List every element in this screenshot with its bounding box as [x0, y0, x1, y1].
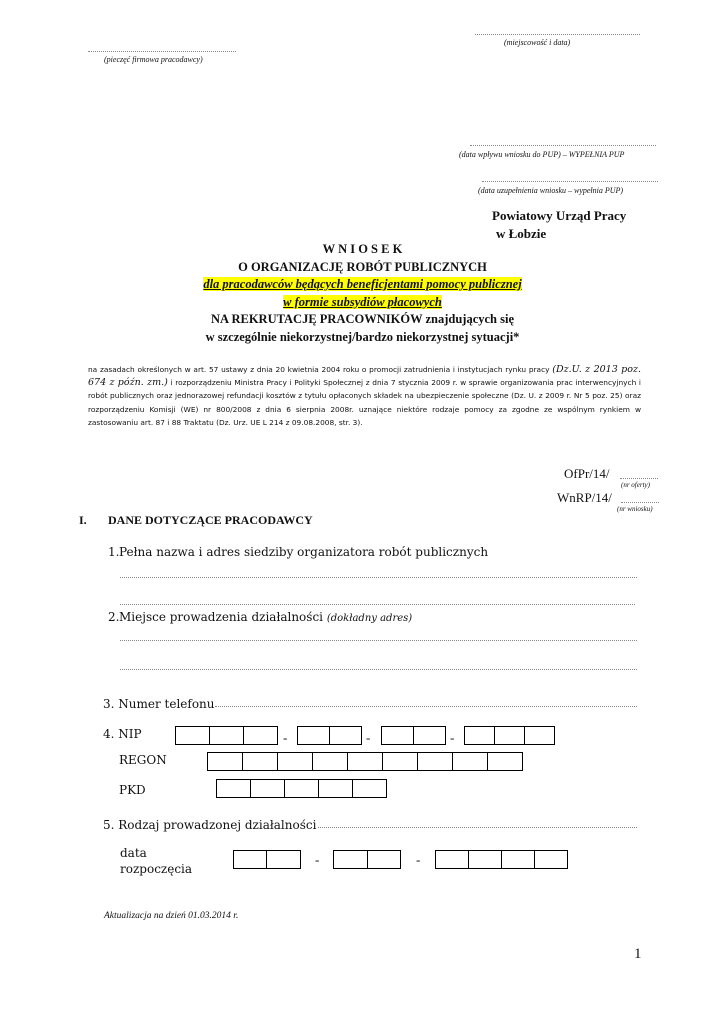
title-recruitment: NA REKRUTACJĘ PRACOWNIKÓW znajdujących się: [210, 312, 515, 326]
place-date-label: (miejscowość i data): [504, 38, 571, 47]
q5-label: 5. Rodzaj prowadzonej działalności: [103, 818, 317, 832]
date-separator: -: [315, 852, 320, 867]
pkd-digit-box[interactable]: [352, 779, 387, 798]
start-date-label-1: data: [120, 846, 147, 860]
pkd-boxes[interactable]: [217, 779, 387, 798]
legal-text-3: i rozporządzeniu Ministra Pracy i Polityki Społecznej z dnia 7 stycznia 2009 r. w sprawie organizowania prac interwencyjnych i robót publicznych oraz jednorazowej refundacji kosztów z tytułu opłaconych składek na ubezpieczenie społeczne (Dz. U. z 2009 r. Nr 5 poz. 25) oraz rozporządzeniu Komisji (WE) nr 800/2008 z dnia 6 sierpnia 2008r. uznające niektóre rodzaje pomocy za zgodne ze wspólnym rynkiem w zastosowaniu art. 87 i 88 Traktatu (Dz. Urz. UE L 214 z 09.08.2008, str. 3).: [88, 378, 641, 427]
q2-field-line-1[interactable]: [120, 640, 637, 641]
section-number: I.: [79, 513, 87, 527]
date-digit-box[interactable]: [233, 850, 267, 869]
nip-digit-box[interactable]: [209, 726, 244, 745]
title-beneficiaries: dla pracodawców będących beneficjentami pomocy publicznej: [203, 277, 522, 291]
nip-label: 4. NIP: [103, 727, 142, 741]
nip-digit-box[interactable]: [413, 726, 446, 745]
regon-digit-box[interactable]: [347, 752, 383, 771]
place-date-line: [475, 34, 640, 35]
start-month-boxes[interactable]: [334, 850, 401, 869]
completed-date-line: [482, 181, 658, 182]
nip-group-3[interactable]: [382, 726, 446, 745]
legal-text-2: (Dz.U. z 2013 poz. 674 z późn. zm.): [88, 364, 641, 389]
activity-field[interactable]: [318, 827, 637, 828]
page-number: 1: [634, 946, 642, 962]
date-digit-box[interactable]: [435, 850, 469, 869]
stamp-line: [88, 51, 236, 52]
title-wniosek: W N I O S E K: [322, 242, 403, 256]
date-digit-box[interactable]: [266, 850, 301, 869]
application-number-note: (nr wniosku): [617, 505, 653, 513]
section-title: DANE DOTYCZĄCE PRACODAWCY: [108, 513, 313, 527]
title-subject: O ORGANIZACJĘ ROBÓT PUBLICZNYCH: [238, 259, 487, 274]
nip-separator: -: [450, 730, 455, 745]
regon-digit-box[interactable]: [382, 752, 418, 771]
offer-number-field[interactable]: [620, 478, 658, 479]
nip-separator: -: [283, 730, 288, 745]
title-situation: w szczególnie niekorzystnej/bardzo niekorzystnej sytuacji*: [205, 329, 520, 344]
pkd-digit-box[interactable]: [318, 779, 353, 798]
q2-number: 2.: [108, 610, 120, 624]
phone-field[interactable]: [215, 706, 637, 707]
date-separator: -: [416, 852, 421, 867]
nip-group-1[interactable]: [176, 726, 278, 745]
update-note: Aktualizacja na dzień 01.03.2014 r.: [104, 911, 239, 921]
q2-label: [119, 610, 412, 624]
date-digit-box[interactable]: [367, 850, 401, 869]
regon-digit-box[interactable]: [312, 752, 348, 771]
q2-note: (dokładny adres): [326, 613, 413, 624]
q1-label: Pełna nazwa i adres siedziby organizatora robót publicznych: [119, 545, 489, 559]
nip-group-4[interactable]: [465, 726, 555, 745]
nip-digit-box[interactable]: [494, 726, 525, 745]
date-digit-box[interactable]: [333, 850, 368, 869]
start-date-label-2: rozpoczęcia: [120, 862, 193, 876]
title-subsidy: w formie subsydiów płacowych: [283, 294, 442, 309]
office-city: w Łobzie: [496, 226, 547, 241]
date-digit-box[interactable]: [468, 850, 502, 869]
nip-digit-box[interactable]: [524, 726, 555, 745]
regon-digit-box[interactable]: [277, 752, 313, 771]
regon-label: REGON: [119, 753, 167, 767]
date-digit-box[interactable]: [501, 850, 535, 869]
completed-date-label: (data uzupełnienia wniosku – wypełnia PUP): [478, 186, 624, 195]
title-block: [0, 241, 725, 346]
nip-digit-box[interactable]: [329, 726, 362, 745]
nip-digit-box[interactable]: [464, 726, 495, 745]
regon-digit-box[interactable]: [487, 752, 523, 771]
start-year-boxes[interactable]: [436, 850, 568, 869]
nip-group-2[interactable]: [298, 726, 362, 745]
pkd-digit-box[interactable]: [250, 779, 285, 798]
nip-separator: -: [366, 730, 371, 745]
legal-basis: [88, 363, 641, 429]
nip-digit-box[interactable]: [297, 726, 330, 745]
q2-label-text: Miejsce prowadzenia działalności: [119, 610, 323, 624]
pkd-digit-box[interactable]: [284, 779, 319, 798]
q1-field-line-2[interactable]: [120, 604, 635, 605]
regon-digit-box[interactable]: [417, 752, 453, 771]
nip-digit-box[interactable]: [175, 726, 210, 745]
pkd-digit-box[interactable]: [216, 779, 251, 798]
q2-field-line-2[interactable]: [120, 669, 637, 670]
received-date-line: [470, 145, 656, 146]
q1-number: 1.: [108, 545, 120, 559]
q3-label: 3. Numer telefonu: [103, 697, 215, 711]
offer-number-label: OfPr/14/: [564, 466, 610, 481]
regon-digit-box[interactable]: [242, 752, 278, 771]
application-number-field[interactable]: [621, 502, 659, 503]
nip-digit-box[interactable]: [381, 726, 414, 745]
q1-field-line-1[interactable]: [120, 577, 637, 578]
regon-digit-box[interactable]: [452, 752, 488, 771]
pkd-label: PKD: [119, 783, 146, 797]
legal-text-1: na zasadach określonych w art. 57 ustawy z dnia 20 kwietnia 2004 roku o promocji zatrudnienia i instytucjach rynku pracy: [88, 365, 553, 374]
application-number-label: WnRP/14/: [557, 490, 612, 505]
offer-number-note: (nr oferty): [621, 481, 650, 489]
regon-boxes[interactable]: [208, 752, 523, 771]
date-digit-box[interactable]: [534, 850, 568, 869]
received-date-label: (data wpływu wniosku do PUP) – WYPEŁNIA PUP: [459, 150, 625, 159]
nip-digit-box[interactable]: [243, 726, 278, 745]
regon-digit-box[interactable]: [207, 752, 243, 771]
stamp-label: (pieczęć firmowa pracodawcy): [104, 55, 203, 64]
start-day-boxes[interactable]: [234, 850, 301, 869]
office-name: Powiatowy Urząd Pracy: [492, 208, 627, 223]
